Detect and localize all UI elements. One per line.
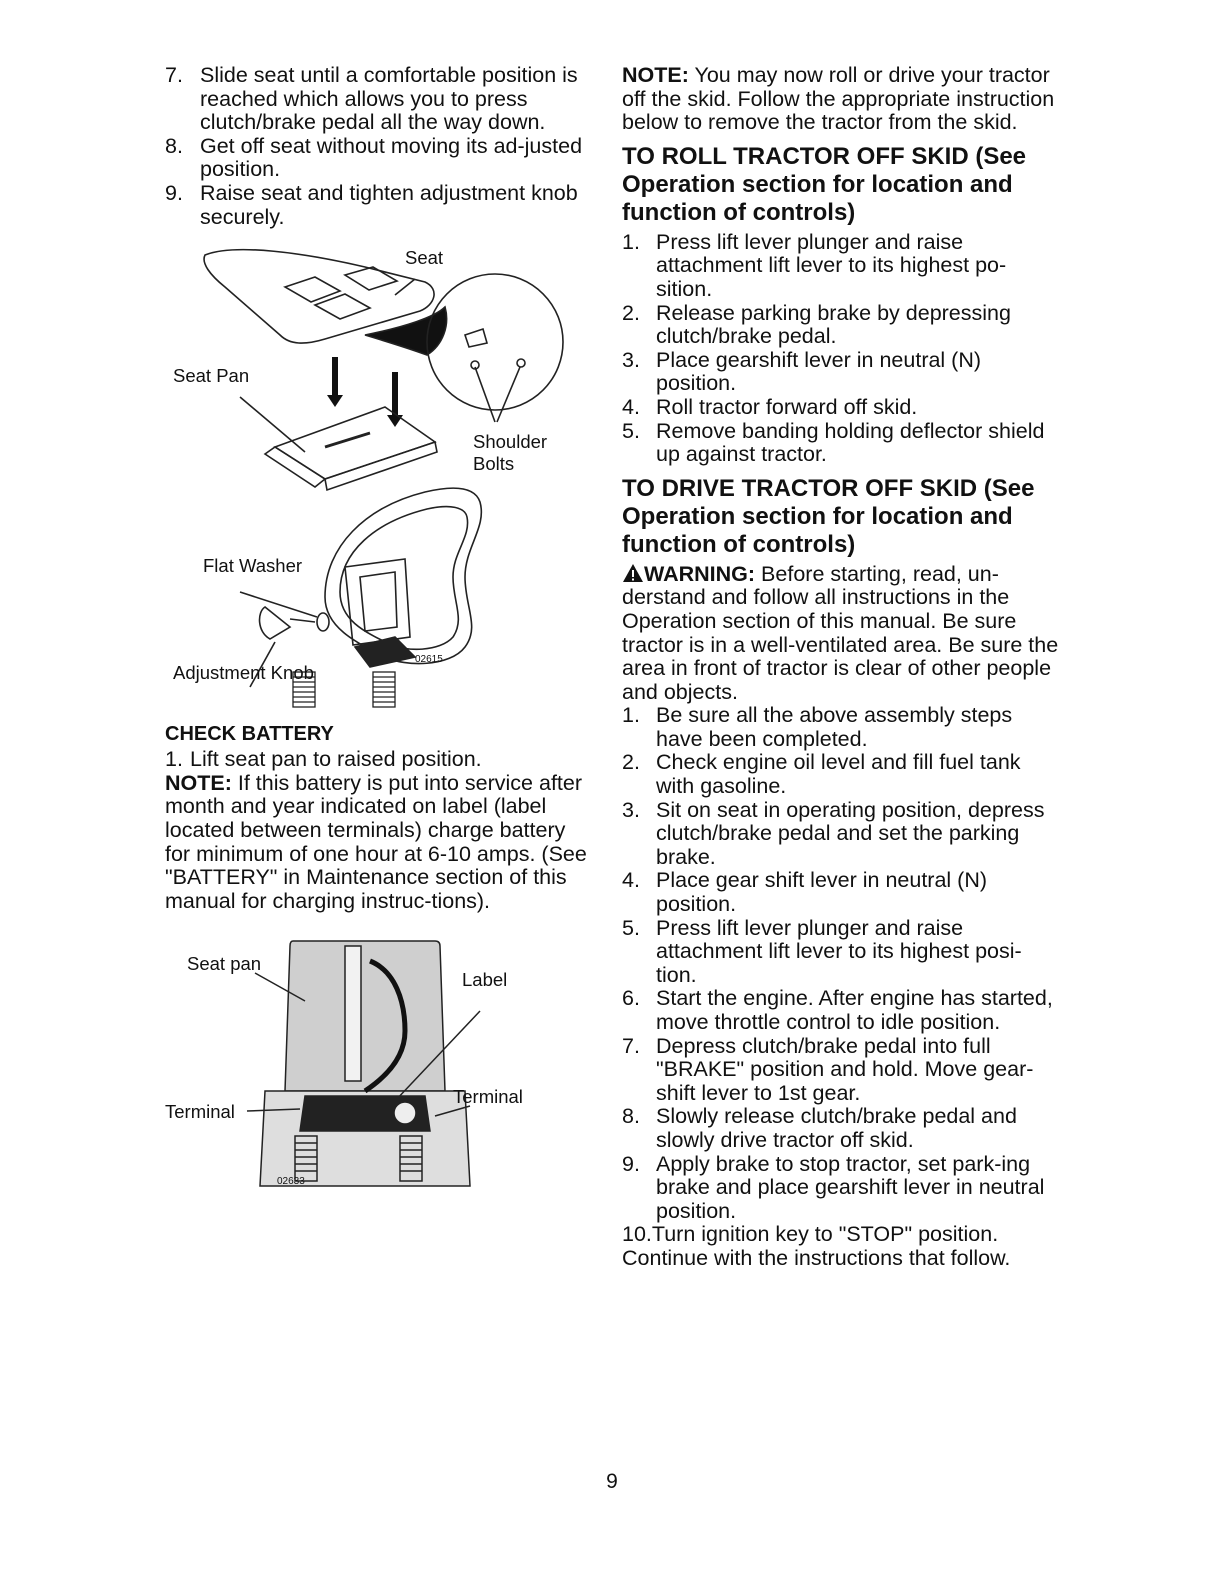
- list-item: 3. Sit on seat in operating position, depress clutch/brake pedal and set the parking brake.: [622, 797, 1045, 869]
- list-item: 1. Press lift lever plunger and raise attachment lift lever to its highest po-sition.: [622, 229, 1007, 301]
- battery-note: NOTE: If this battery is put into service after month and year indicated on label (label located between terminals) charge battery for minimum of one hour at 6-10 amps. (See "BATTERY" in Maintenance section of this manual for charging instruc-tions).: [165, 770, 587, 913]
- label-terminal-left: Terminal: [165, 1101, 235, 1123]
- roll-tractor-heading: TO ROLL TRACTOR OFF SKID (See Operation section for location and function of controls): [622, 142, 1027, 226]
- figure-code: 02615: [415, 654, 443, 666]
- label-seat-pan: Seat Pan: [173, 365, 250, 387]
- page-number: 9: [606, 1470, 618, 1493]
- list-item: 4. Roll tractor forward off skid.: [622, 394, 918, 419]
- list-item: 4. Place gear shift lever in neutral (N) position.: [622, 868, 988, 917]
- label-flat-washer: Flat Washer: [203, 555, 303, 577]
- list-item: 8. Slowly release clutch/brake pedal and slowly drive tractor off skid.: [622, 1104, 1017, 1152]
- label-seat: Seat: [405, 247, 444, 269]
- list-item: 9. Raise seat and tighten adjustment knob securely.: [165, 180, 578, 229]
- right-column: [622, 64, 1062, 1271]
- label-adjustment-knob: Adjustment Knob: [173, 662, 314, 684]
- seat-assembly-figure: [165, 247, 595, 717]
- label-label: Label: [462, 969, 508, 991]
- list-item: 5. Remove banding holding deflector shield up against tractor.: [622, 418, 1045, 467]
- battery-figure: [165, 931, 595, 1201]
- list-item: 9. Apply brake to stop tractor, set park-ing brake and place gearshift lever in neutral position.: [622, 1151, 1045, 1223]
- check-battery-heading: CHECK BATTERY: [165, 723, 334, 746]
- label-seat-pan-battery: Seat pan: [187, 953, 262, 975]
- list-item: 7. Slide seat until a comfortable position is reached which allows you to press clutch/brake pedal all the way down.: [165, 63, 578, 135]
- roll-steps: [622, 231, 1062, 467]
- check-battery-steps: [165, 748, 595, 772]
- list-item: 10.Turn ignition key to "STOP" position.: [622, 1222, 999, 1247]
- label-shoulder-bolts: Shoulder Bolts: [473, 431, 548, 475]
- warning-paragraph: WARNING: Before starting, read, un-derstand and follow all instructions in the Operation section of this manual. Be sure tractor is in a well-ventilated area. Be sure the area in front of tractor is clear of other people and objects.: [622, 561, 1059, 704]
- drive-steps: [622, 704, 1062, 1247]
- drive-tractor-heading: TO DRIVE TRACTOR OFF SKID (See Operation section for location and function of controls): [622, 474, 1035, 558]
- continue-text: Continue with the instructions that follow.: [622, 1245, 1011, 1270]
- list-item: 3. Place gearshift lever in neutral (N) position.: [622, 347, 982, 396]
- skid-note: NOTE: You may now roll or drive your tractor off the skid. Follow the appropriate instruction below to remove the tractor from the skid.: [622, 63, 1055, 135]
- figure-code: 02633: [277, 1176, 305, 1188]
- list-item: 7. Depress clutch/brake pedal into full "BRAKE" position and hold. Move gear-shift lever to 1st gear.: [622, 1033, 1034, 1105]
- warning-triangle-icon: [622, 563, 644, 583]
- label-terminal-right: Terminal: [453, 1086, 523, 1108]
- list-item: 1. Lift seat pan to raised position.: [165, 747, 482, 772]
- list-item: 5. Press lift lever plunger and raise attachment lift lever to its highest posi-tion.: [622, 915, 1022, 987]
- seat-adjust-steps: [165, 64, 595, 229]
- list-item: 6. Start the engine. After engine has started, move throttle control to idle position.: [622, 986, 1053, 1034]
- seat-assembly-illustration: [165, 247, 595, 717]
- list-item: 2. Release parking brake by depressing clutch/brake pedal.: [622, 300, 1011, 349]
- list-item: 2. Check engine oil level and fill fuel tank with gasoline.: [622, 750, 1021, 799]
- list-item: 8. Get off seat without moving its ad-justed position.: [165, 133, 583, 182]
- list-item: 1. Be sure all the above assembly steps have been completed.: [622, 703, 1013, 751]
- left-column: [165, 64, 595, 1201]
